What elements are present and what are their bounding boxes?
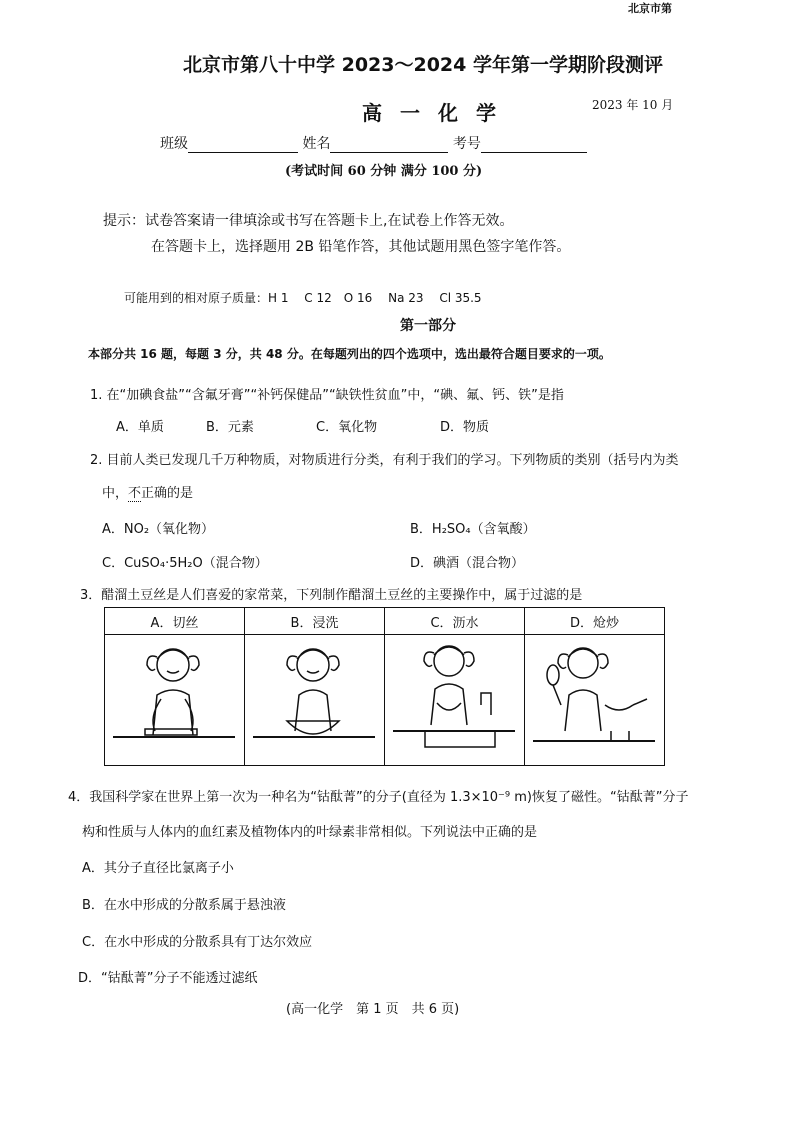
- illustration-cutting: [105, 635, 245, 766]
- q2-stem-post: 正确的是: [141, 486, 194, 501]
- name-label: 姓名: [302, 136, 331, 152]
- q3-option-c[interactable]: C．沥水: [385, 608, 525, 635]
- q4-option-a[interactable]: A．其分子直径比氯离子小: [82, 861, 234, 876]
- illustration-stirfry: [525, 635, 665, 766]
- number-label: 考号: [452, 136, 481, 152]
- q1-option-a[interactable]: A．单质: [116, 420, 164, 435]
- q3-option-a[interactable]: A．切丝: [105, 608, 245, 635]
- exam-date: 2023 年 10 月: [592, 98, 674, 112]
- exam-title: 北京市第八十中学 2023～2024 学年第一学期阶段测评: [183, 54, 663, 76]
- q2-option-a[interactable]: A．NO₂（氧化物）: [102, 522, 215, 537]
- girl-stirfry-icon: [525, 635, 664, 761]
- q1-stem: 1. 在“加碘食盐”“含氟牙膏”“补钙保健品”“缺铁性贫血”中，“碘、氟、钙、铁”是指: [90, 388, 564, 403]
- part-title: 第一部分: [400, 318, 456, 334]
- number-blank[interactable]: [481, 136, 587, 153]
- class-blank[interactable]: [188, 136, 298, 153]
- corner-watermark: 北京市第: [628, 2, 672, 15]
- q4-option-c[interactable]: C．在水中形成的分散系具有丁达尔效应: [82, 935, 313, 950]
- q2-stem-line2: [102, 482, 193, 501]
- atomic-mass-line: 可能用到的相对原子质量：H 1 C 12 O 16 Na 23 Cl 35.5: [124, 291, 482, 305]
- part-intro: 本部分共 16 题，每题 3 分，共 48 分。在每题列出的四个选项中，选出最符合题目要求的一项。: [88, 347, 611, 361]
- subject-title: 高一化学: [362, 101, 514, 125]
- q3-stem: 3．醋溜土豆丝是人们喜爱的家常菜，下列制作醋溜土豆丝的主要操作中，属于过滤的是: [80, 588, 583, 603]
- illustration-draining: [385, 635, 525, 766]
- tips-block: [103, 208, 570, 260]
- illustration-washing: [245, 635, 385, 766]
- page-footer: (高一化学 第 1 页 共 6 页): [286, 1002, 460, 1017]
- q4-stem-line1: 4．我国科学家在世界上第一次为一种名为“钴酞菁”的分子(直径为 1.3×10⁻⁹ m)恢复了磁性。“钴酞菁”分子: [68, 790, 689, 805]
- q2-option-b[interactable]: B．H₂SO₄（含氧酸）: [410, 522, 536, 537]
- tip-line-2: 在答题卡上，选择题用 2B 铅笔作答，其他试题用黑色签字笔作答。: [151, 239, 571, 255]
- q2-option-d[interactable]: D．碘酒（混合物）: [410, 556, 525, 571]
- q2-stem-pre: 中，: [102, 486, 129, 501]
- q1-option-c[interactable]: C．氧化物: [316, 420, 378, 435]
- q3-option-b[interactable]: B．浸洗: [245, 608, 385, 635]
- exam-info: (考试时间 60 分钟 满分 100 分): [285, 164, 483, 179]
- tip-line-1: 提示：试卷答案请一律填涂或书写在答题卡上,在试卷上作答无效。: [103, 213, 514, 229]
- student-info-line: [160, 133, 587, 153]
- q3-option-d[interactable]: D．炝炒: [525, 608, 665, 635]
- q1-option-d[interactable]: D．物质: [440, 420, 490, 435]
- girl-cutting-icon: [105, 635, 244, 761]
- q2-option-c[interactable]: C．CuSO₄·5H₂O（混合物）: [102, 556, 268, 571]
- girl-draining-icon: [385, 635, 524, 761]
- q4-stem-line2: 构和性质与人体内的血红素及植物体内的叶绿素非常相似。下列说法中正确的是: [82, 825, 538, 840]
- class-label: 班级: [160, 136, 188, 152]
- q1-option-b[interactable]: B．元素: [206, 420, 254, 435]
- q2-stem-line1: 2. 目前人类已发现几千万种物质，对物质进行分类，有利于我们的学习。下列物质的类别（括号内为类: [90, 453, 679, 468]
- q3-operations-table: [104, 607, 665, 766]
- q4-option-d[interactable]: D．“钴酞菁”分子不能透过滤纸: [78, 971, 258, 986]
- q2-stem-emphasis: 不: [128, 486, 142, 501]
- name-blank[interactable]: [330, 136, 448, 153]
- q4-option-b[interactable]: B．在水中形成的分散系属于悬浊液: [82, 898, 286, 913]
- girl-washing-icon: [245, 635, 384, 761]
